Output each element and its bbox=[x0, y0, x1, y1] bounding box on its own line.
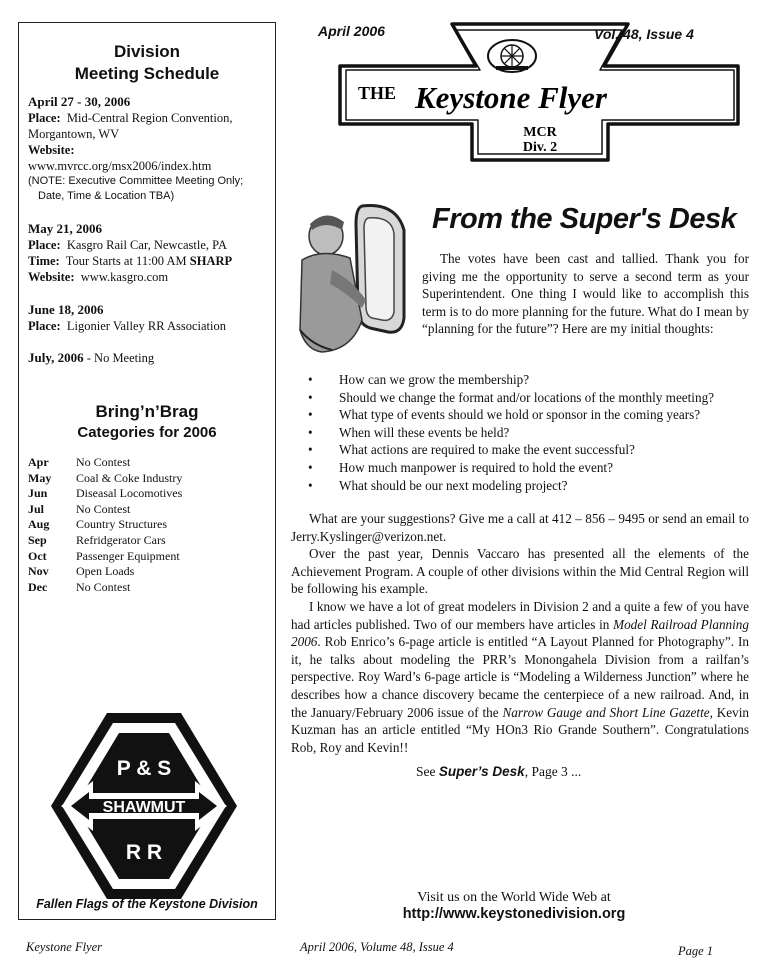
article-paragraph-achievement: Over the past year, Dennis Vaccaro has presented all the elements of the Achievement Program. A couple of other divisions within the Mid Central Region will be following his example. bbox=[291, 546, 749, 597]
list-item bbox=[308, 389, 758, 407]
place-label: Place: bbox=[28, 319, 61, 333]
brag-title-line2: Categories for 2006 bbox=[77, 424, 217, 441]
category-row bbox=[28, 517, 269, 533]
meeting-june bbox=[28, 302, 269, 334]
meeting-place: Kasgro Rail Car, Newcastle, PA bbox=[66, 238, 227, 252]
footer-publication: Keystone Flyer bbox=[26, 940, 103, 954]
bullet-icon: • bbox=[308, 372, 313, 387]
bullet-icon: • bbox=[308, 407, 313, 423]
list-item bbox=[308, 371, 758, 389]
schedule-title-line1: Division bbox=[113, 42, 181, 61]
category-item: Open Loads bbox=[76, 564, 135, 579]
masthead-the: THE bbox=[358, 83, 397, 103]
article-intro: The votes have been cast and tallied. Thank you for giving me the opportunity to serve a second term as your Superintendent. One thing I would like to accomplish this term is to do more planning for the future. What do I mean by “planning for the future”? Here are my initial thoughts: bbox=[422, 251, 749, 337]
category-month: Sep bbox=[28, 532, 47, 547]
category-month: Apr bbox=[28, 455, 49, 469]
logo-middle-text: SHAWMUT bbox=[102, 799, 186, 816]
category-item: No Contest bbox=[76, 455, 131, 469]
schedule-title bbox=[19, 41, 275, 85]
category-row bbox=[28, 580, 269, 596]
logo-bottom-text: R R bbox=[125, 841, 163, 864]
meeting-date: April 27 - 30, 2006 bbox=[28, 94, 131, 109]
category-item: Country Structures bbox=[76, 517, 167, 532]
schedule-title-line2: Meeting Schedule bbox=[74, 64, 220, 83]
issue-date: April 2006 bbox=[318, 23, 385, 39]
meeting-may bbox=[28, 221, 269, 285]
meeting-schedule-sidebar bbox=[18, 22, 276, 920]
category-item: Passenger Equipment bbox=[76, 548, 180, 563]
locomotive-wheel-icon bbox=[488, 40, 536, 72]
category-row bbox=[28, 486, 269, 502]
category-month: Nov bbox=[28, 564, 49, 579]
list-item bbox=[308, 477, 758, 495]
meeting-place-line2: Morgantown, WV bbox=[28, 127, 120, 141]
bullet-icon: • bbox=[308, 442, 313, 458]
newsletter-name: Keystone Flyer bbox=[415, 80, 607, 115]
meeting-note-line1: (NOTE: Executive Committee Meeting Only; bbox=[28, 175, 244, 187]
category-month: Dec bbox=[28, 579, 48, 594]
category-item: Coal & Coke Industry bbox=[76, 470, 183, 485]
category-item: No Contest bbox=[76, 501, 131, 516]
paragraph-text: . Rob Enrico’s 6-page article is entitled “A Layout Planned for Photography”. In it, he talks about modeling the PRR’s Monongahela Division from a railfan’s perspective. Roy Ward’s 6-page article is “Modeling a Wilderness Junction” where he describes how a chance discovery became the centerpiece of a new railroad. And, in the January/February 2006 issue of the bbox=[291, 634, 749, 720]
shawmut-railroad-logo bbox=[47, 709, 241, 903]
place-label: Place: bbox=[28, 238, 61, 252]
list-item-text: What should be our next modeling project? bbox=[339, 477, 568, 493]
meeting-date: May 21, 2006 bbox=[28, 221, 103, 236]
list-item bbox=[308, 459, 758, 477]
bullet-icon: • bbox=[308, 424, 313, 440]
meeting-july bbox=[28, 350, 269, 366]
list-item-text: How can we grow the membership? bbox=[339, 372, 530, 387]
category-row bbox=[28, 533, 269, 549]
category-row bbox=[28, 564, 269, 580]
brag-title bbox=[19, 401, 275, 443]
category-month: Jun bbox=[28, 486, 48, 501]
list-item-text: How much manpower is required to hold the event? bbox=[339, 459, 613, 475]
list-item bbox=[308, 406, 758, 424]
meeting-date: June 18, 2006 bbox=[28, 302, 104, 317]
keystone-masthead bbox=[336, 20, 744, 168]
website-label: Website: bbox=[28, 270, 75, 284]
logo-caption: Fallen Flags of the Keystone Division bbox=[36, 897, 258, 911]
meeting-time-emphasis: SHARP bbox=[189, 254, 233, 268]
publication-title: Model Railroad Planning 2006 bbox=[291, 616, 749, 650]
paragraph-text: , Kevin Kuzman has an article entitled “My HOn3 Rio Grande Southern”. Congratulations Rob, Roy and Kevin!! bbox=[291, 704, 749, 755]
paragraph-text: I know we have a lot of great modelers in Division 2 and a quite a few of you have had articles published. Two of our members have articles in bbox=[291, 599, 749, 632]
list-item bbox=[308, 441, 758, 459]
list-item bbox=[308, 424, 758, 442]
masthead-mcr: MCR bbox=[523, 125, 557, 140]
list-item-text: What actions are required to make the event successful? bbox=[339, 442, 635, 458]
article-paragraph-suggestions: What are your suggestions? Give me a call at 412 – 856 – 9495 or send an email to Jerry.Kyslinger@verizon.net. bbox=[291, 511, 749, 544]
category-row bbox=[28, 471, 269, 487]
place-label: Place: bbox=[28, 111, 61, 125]
list-item-text: When will these events be held? bbox=[339, 424, 510, 440]
list-item-text: What type of events should we hold or sponsor in the coming years? bbox=[339, 407, 701, 423]
meeting-website-link[interactable]: www.kasgro.com bbox=[80, 270, 169, 284]
meeting-place: Mid-Central Region Convention, bbox=[66, 111, 233, 125]
meeting-website-link[interactable]: www.mvrcc.org/msx2006/index.htm bbox=[28, 159, 212, 173]
website-label: Website: bbox=[28, 143, 75, 157]
continued-link[interactable]: Super’s Desk bbox=[438, 764, 525, 779]
see-prefix: See bbox=[416, 764, 439, 779]
article-title: From the Super's Desk bbox=[432, 203, 737, 235]
category-month: Oct bbox=[28, 548, 47, 563]
meeting-date: July, 2006 bbox=[28, 350, 84, 365]
logo-top-text: P & S bbox=[116, 757, 172, 780]
footer-issue: April 2006, Volume 48, Issue 4 bbox=[300, 940, 454, 954]
thoughts-list bbox=[308, 371, 758, 494]
category-month: Jul bbox=[28, 501, 45, 516]
bullet-icon: • bbox=[308, 389, 313, 405]
category-row bbox=[28, 502, 269, 518]
category-month: Aug bbox=[28, 517, 50, 532]
category-row bbox=[28, 549, 269, 565]
category-item: Refridgerator Cars bbox=[76, 532, 166, 547]
continued-reference bbox=[416, 764, 581, 780]
website-link[interactable]: http://www.keystonedivision.org bbox=[402, 906, 626, 922]
visit-text: Visit us on the World Wide Web at bbox=[417, 890, 611, 905]
category-month: May bbox=[28, 470, 52, 485]
publication-title: Narrow Gauge and Short Line Gazette bbox=[502, 704, 710, 720]
category-item: Diseasal Locomotives bbox=[76, 486, 183, 501]
superintendent-photo bbox=[292, 200, 412, 356]
meeting-time: Tour Starts at 11:00 AM bbox=[65, 254, 187, 268]
list-item-text: Should we change the format and/or locations of the monthly meeting? bbox=[339, 389, 715, 405]
masthead-division: Div. 2 bbox=[522, 140, 558, 155]
article-paragraph-modelers bbox=[291, 598, 749, 756]
category-row bbox=[28, 455, 269, 471]
brag-title-line1: Bring’n’Brag bbox=[95, 402, 199, 421]
meeting-april bbox=[28, 94, 269, 204]
brag-categories bbox=[28, 455, 269, 595]
meeting-place: Ligonier Valley RR Association bbox=[66, 319, 227, 333]
bullet-icon: • bbox=[308, 459, 313, 475]
meeting-note-line2: Date, Time & Location TBA) bbox=[38, 190, 175, 202]
bullet-icon: • bbox=[308, 477, 313, 493]
time-label: Time: bbox=[28, 254, 60, 268]
see-suffix: , Page 3 ... bbox=[524, 764, 582, 779]
meeting-note: - No Meeting bbox=[83, 351, 155, 365]
category-item: No Contest bbox=[76, 579, 131, 594]
footer-page-number: Page 1 bbox=[678, 944, 714, 958]
issue-volume: Vol. 48, Issue 4 bbox=[594, 26, 694, 42]
